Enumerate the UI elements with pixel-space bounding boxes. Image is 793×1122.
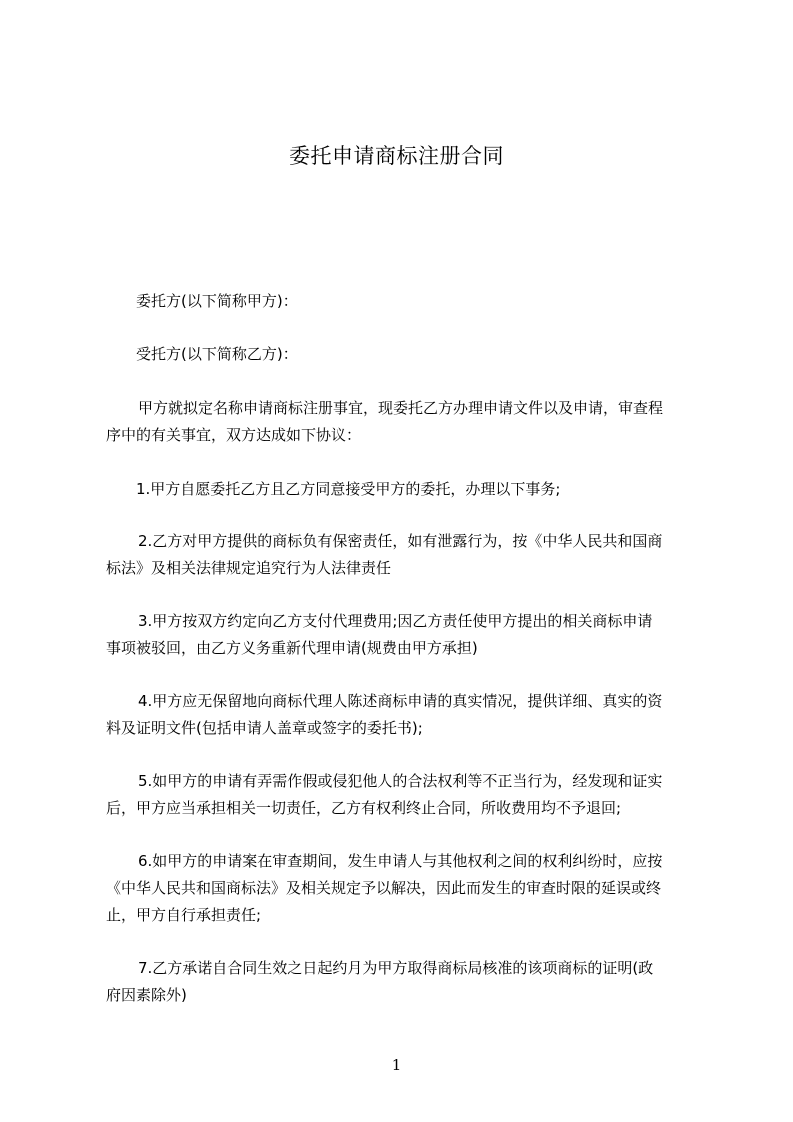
paragraph-line: 5.如甲方的申请有弄需作假或侵犯他人的合法权利等不正当行为，经发现和证实 — [138, 772, 663, 790]
paragraph-line: 《中华人民共和国商标法》及相关规定予以解决，因此而发生的审查时限的延误或终 — [106, 879, 662, 897]
paragraph-line: 3.甲方按双方约定向乙方支付代理费用;因乙方责任使甲方提出的相关商标申请 — [138, 612, 653, 630]
page-number: 1 — [391, 1056, 402, 1074]
paragraph-line: 甲方就拟定名称申请商标注册事宜，现委托乙方办理申请文件以及申请，审查程 — [138, 399, 664, 417]
paragraph-line: 事项被驳回，由乙方义务重新代理申请(规费由甲方承担) — [106, 639, 478, 657]
paragraph-line: 府因素除外) — [106, 986, 187, 1004]
party-b-label: 受托方(以下简称乙方)： — [136, 345, 298, 363]
paragraph-line: 6.如甲方的申请案在审查期间，发生申请人与其他权利之间的权利纠纷时，应按 — [138, 852, 663, 870]
paragraph-line: 后，甲方应当承担相关一切责任，乙方有权利终止合同，所收费用均不予退回; — [106, 799, 622, 817]
party-a-label: 委托方(以下简称甲方)： — [136, 292, 298, 310]
paragraph-line: 序中的有关事宜，双方达成如下协议： — [106, 426, 362, 444]
paragraph-line: 标法》及相关法律规定追究行为人法律责任 — [106, 559, 392, 577]
paragraph-line: 1.甲方自愿委托乙方且乙方同意接受甲方的委托，办理以下事务; — [136, 480, 561, 498]
paragraph-line: 止，甲方自行承担责任; — [106, 906, 262, 924]
paragraph-line: 4.甲方应无保留地向商标代理人陈述商标申请的真实情况，提供详细、真实的资 — [138, 692, 663, 710]
document-title: 委托申请商标注册合同 — [289, 144, 504, 168]
paragraph-line: 7.乙方承诺自合同生效之日起约月为甲方取得商标局核准的该项商标的证明(政 — [138, 959, 654, 977]
paragraph-line: 2.乙方对甲方提供的商标负有保密责任，如有泄露行为，按《中华人民共和国商 — [138, 532, 663, 550]
paragraph-line: 料及证明文件(包括申请人盖章或签字的委托书); — [106, 719, 423, 737]
